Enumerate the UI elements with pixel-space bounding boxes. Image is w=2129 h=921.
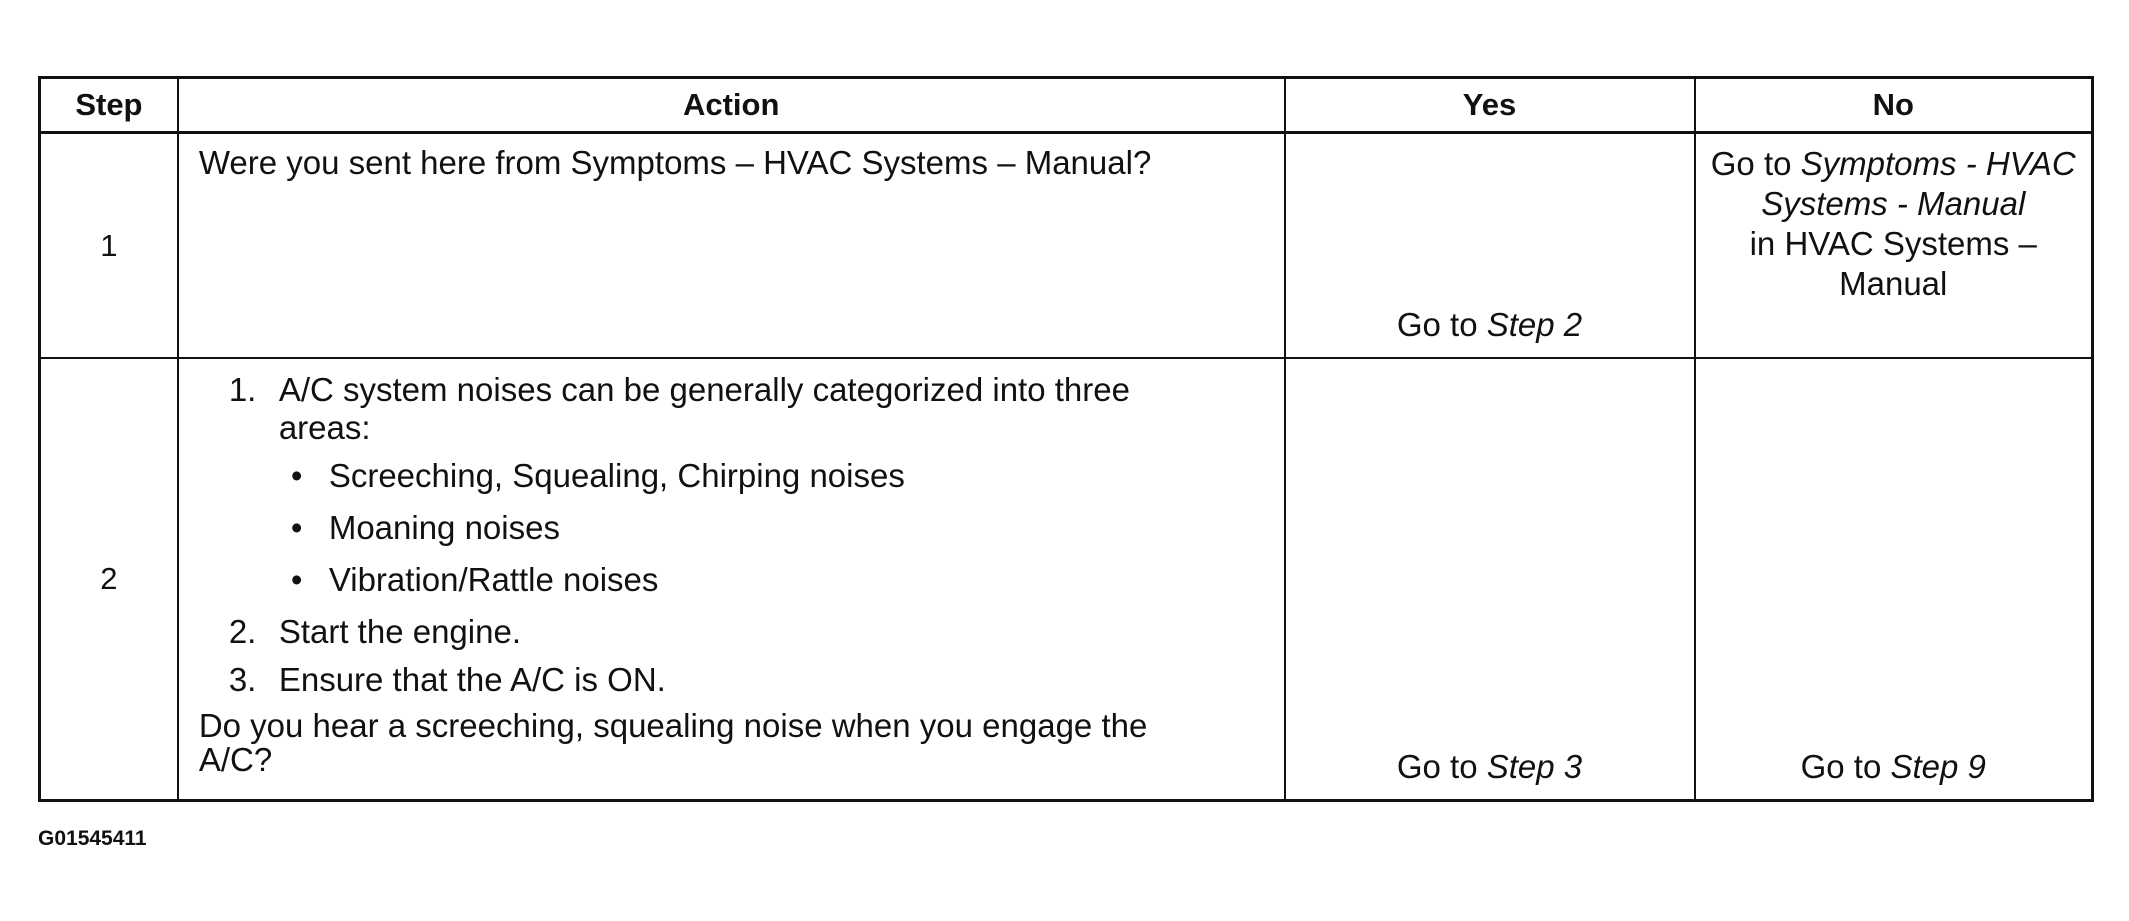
no-suffix: in HVAC Systems – Manual [1749, 225, 2037, 302]
bullet-item [199, 561, 1268, 599]
action-question: Do you hear a screeching, squealing noise when you engage the A/C? [198, 707, 1148, 778]
no-prefix: Go to [1800, 748, 1891, 785]
bullet-text: Moaning noises [328, 509, 560, 546]
no-cell [1695, 133, 2093, 359]
header-no: No [1695, 78, 2093, 133]
bullet-item [199, 457, 1268, 495]
no-symptoms-link[interactable]: Symptoms - HVAC Systems - Manual [1761, 145, 2076, 222]
bullet-icon: • [290, 509, 303, 546]
action-item [199, 371, 1268, 447]
figure-id: G01545411 [38, 827, 147, 850]
header-action: Action [178, 78, 1285, 133]
action-item-text: Start the engine. [278, 613, 521, 650]
bullet-icon: • [290, 457, 303, 494]
action-cell [178, 358, 1285, 801]
action-cell [178, 133, 1285, 359]
bullet-text: Screeching, Squealing, Chirping noises [328, 457, 905, 494]
action-item-text: A/C system noises can be generally categorized into three areas: [278, 371, 1130, 446]
table-row [40, 133, 2093, 359]
diagnostic-table [38, 76, 2094, 802]
bullet-icon: • [290, 561, 303, 598]
action-item [199, 613, 1268, 651]
yes-prefix: Go to [1396, 748, 1487, 785]
action-text: Were you sent here from Symptoms – HVAC Systems – Manual? [198, 144, 1152, 181]
yes-cell [1285, 358, 1695, 801]
action-item-number: 2. [228, 613, 257, 650]
action-item-number: 3. [228, 661, 257, 698]
no-step-link[interactable]: Step 9 [1890, 748, 1986, 785]
action-item [199, 661, 1268, 699]
step-number: 1 [40, 133, 178, 359]
yes-step-link[interactable]: Step 3 [1486, 748, 1583, 785]
step-number: 2 [40, 358, 178, 801]
no-cell [1695, 358, 2093, 801]
yes-step-link[interactable]: Step 2 [1486, 306, 1583, 343]
table-row [40, 358, 2093, 801]
header-step: Step [40, 78, 178, 133]
yes-cell [1285, 133, 1695, 359]
action-item-text: Ensure that the A/C is ON. [278, 661, 666, 698]
action-item-number: 1. [228, 371, 257, 408]
no-prefix: Go to [1710, 145, 1801, 182]
bullet-text: Vibration/Rattle noises [328, 561, 659, 598]
header-row [40, 78, 2093, 133]
yes-prefix: Go to [1396, 306, 1487, 343]
header-yes: Yes [1285, 78, 1695, 133]
bullet-item [199, 509, 1268, 547]
